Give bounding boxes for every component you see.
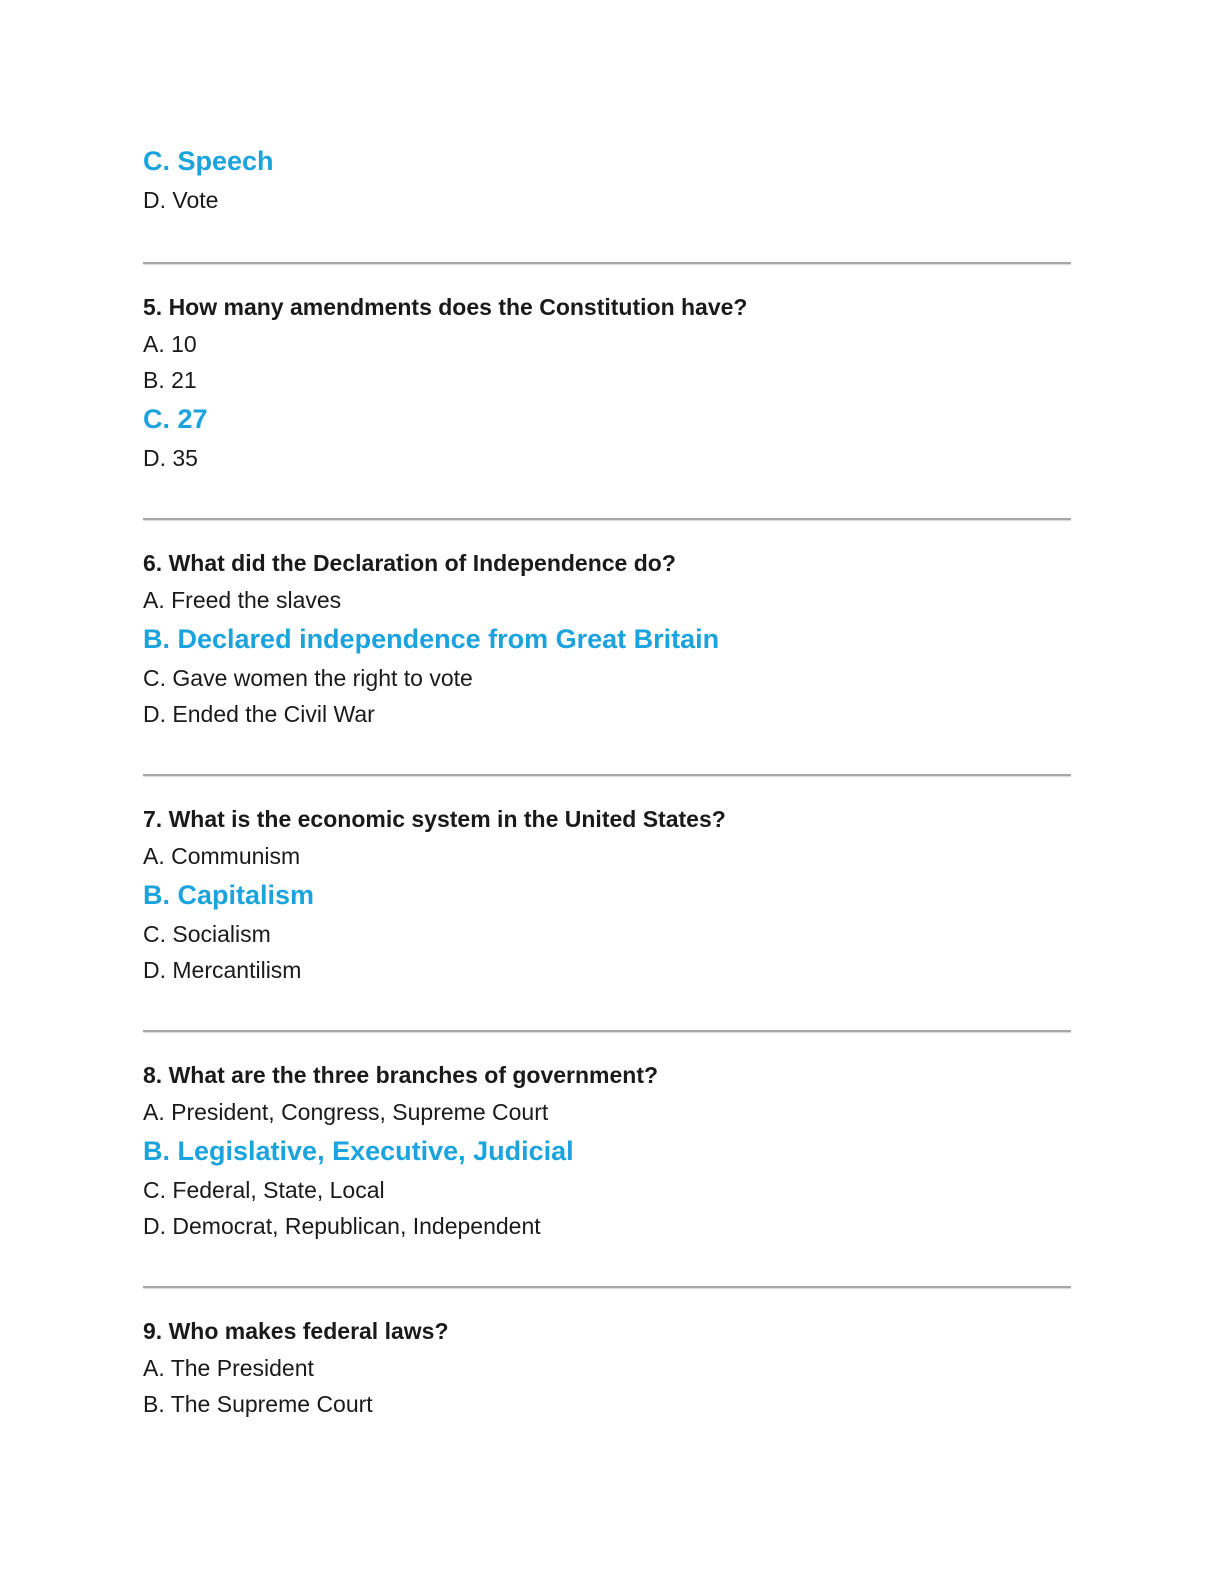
question-block-7 xyxy=(143,801,1071,988)
option: B. 21 xyxy=(143,367,197,393)
option: A. Communism xyxy=(143,843,301,869)
divider xyxy=(143,1030,1071,1032)
option-correct: B. Legislative, Executive, Judicial xyxy=(143,1136,574,1166)
option-correct: B. Capitalism xyxy=(143,880,315,910)
option: A. The President xyxy=(143,1355,314,1381)
question-block-8 xyxy=(143,1057,1071,1244)
option: D. Vote xyxy=(143,187,219,213)
option: D. Democrat, Republican, Independent xyxy=(143,1213,541,1239)
divider xyxy=(143,774,1071,776)
divider xyxy=(143,262,1071,264)
question-text: 9. Who makes federal laws? xyxy=(143,1318,449,1344)
divider xyxy=(143,1286,1071,1288)
question-block-5 xyxy=(143,289,1071,476)
option: C. Federal, State, Local xyxy=(143,1177,385,1203)
option-correct: B. Declared independence from Great Britain xyxy=(143,624,720,654)
carryover-options xyxy=(143,140,1071,218)
option: C. Gave women the right to vote xyxy=(143,665,473,691)
question-text: 5. How many amendments does the Constitution have? xyxy=(143,294,748,320)
option: D. Ended the Civil War xyxy=(143,701,375,727)
option: B. The Supreme Court xyxy=(143,1391,373,1417)
question-block-9 xyxy=(143,1313,1071,1422)
option-correct: C. 27 xyxy=(143,404,208,434)
option: D. Mercantilism xyxy=(143,957,302,983)
question-text: 8. What are the three branches of government? xyxy=(143,1062,659,1088)
question-text: 6. What did the Declaration of Independence do? xyxy=(143,550,676,576)
option-correct: C. Speech xyxy=(143,146,274,176)
option: D. 35 xyxy=(143,445,198,471)
option: C. Socialism xyxy=(143,921,271,947)
option: A. Freed the slaves xyxy=(143,587,342,613)
option: A. 10 xyxy=(143,331,197,357)
divider xyxy=(143,518,1071,520)
option: A. President, Congress, Supreme Court xyxy=(143,1099,549,1125)
question-text: 7. What is the economic system in the United States? xyxy=(143,806,726,832)
question-block-6 xyxy=(143,545,1071,732)
